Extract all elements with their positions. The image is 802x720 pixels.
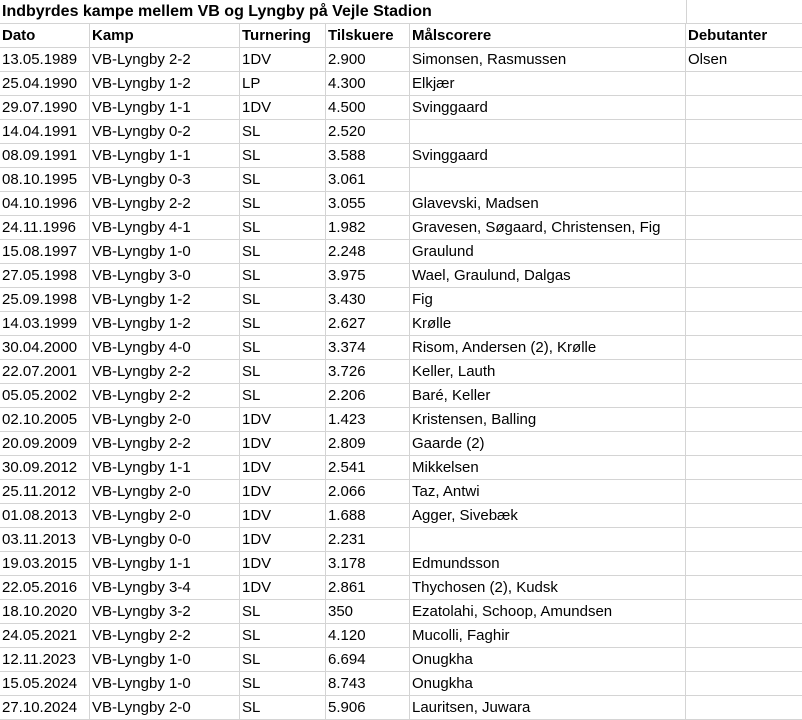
cell-maalscorere[interactable]: Svinggaard xyxy=(410,144,686,168)
cell-maalscorere[interactable] xyxy=(410,120,686,144)
cell-turnering[interactable]: SL xyxy=(240,624,326,648)
cell-kamp[interactable]: VB-Lyngby 4-0 xyxy=(90,336,240,360)
cell-tilskuere[interactable]: 1.688 xyxy=(326,504,410,528)
cell-kamp[interactable]: VB-Lyngby 2-2 xyxy=(90,192,240,216)
cell-debutanter[interactable] xyxy=(686,336,802,360)
table-row xyxy=(0,144,802,168)
cell-turnering[interactable]: SL xyxy=(240,240,326,264)
cell-dato[interactable]: 04.10.1996 xyxy=(0,192,90,216)
cell-tilskuere[interactable]: 6.694 xyxy=(326,648,410,672)
cell-debutanter[interactable] xyxy=(686,576,802,600)
cell-maalscorere[interactable]: Elkjær xyxy=(410,72,686,96)
cell-turnering[interactable]: SL xyxy=(240,600,326,624)
cell-tilskuere[interactable]: 3.726 xyxy=(326,360,410,384)
cell-tilskuere[interactable]: 4.500 xyxy=(326,96,410,120)
cell-maalscorere[interactable]: Keller, Lauth xyxy=(410,360,686,384)
cell-dato[interactable]: 08.09.1991 xyxy=(0,144,90,168)
cell-turnering[interactable]: SL xyxy=(240,672,326,696)
cell-dato[interactable]: 22.05.2016 xyxy=(0,576,90,600)
cell-maalscorere[interactable]: Ezatolahi, Schoop, Amundsen xyxy=(410,600,686,624)
cell-kamp[interactable]: VB-Lyngby 2-0 xyxy=(90,480,240,504)
cell-debutanter[interactable] xyxy=(686,456,802,480)
cell-debutanter[interactable] xyxy=(686,240,802,264)
cell-dato[interactable]: 22.07.2001 xyxy=(0,360,90,384)
cell-debutanter[interactable] xyxy=(686,672,802,696)
cell-debutanter[interactable] xyxy=(686,480,802,504)
table-row xyxy=(0,72,802,96)
cell-dato[interactable]: 27.05.1998 xyxy=(0,264,90,288)
cell-dato[interactable]: 27.10.2024 xyxy=(0,696,90,720)
cell-debutanter[interactable] xyxy=(686,408,802,432)
table-row xyxy=(0,216,802,240)
table-row xyxy=(0,168,802,192)
cell-maalscorere[interactable]: Gaarde (2) xyxy=(410,432,686,456)
cell-dato[interactable]: 29.07.1990 xyxy=(0,96,90,120)
cell-tilskuere[interactable]: 2.861 xyxy=(326,576,410,600)
cell-debutanter[interactable] xyxy=(686,384,802,408)
cell-dato[interactable]: 25.04.1990 xyxy=(0,72,90,96)
cell-kamp[interactable]: VB-Lyngby 2-0 xyxy=(90,696,240,720)
cell-kamp[interactable]: VB-Lyngby 1-2 xyxy=(90,72,240,96)
cell-dato[interactable]: 25.09.1998 xyxy=(0,288,90,312)
cell-dato[interactable]: 30.04.2000 xyxy=(0,336,90,360)
cell-maalscorere[interactable]: Kristensen, Balling xyxy=(410,408,686,432)
cell-debutanter[interactable] xyxy=(686,144,802,168)
cell-tilskuere[interactable]: 5.906 xyxy=(326,696,410,720)
cell-debutanter[interactable] xyxy=(686,264,802,288)
cell-kamp[interactable]: VB-Lyngby 2-0 xyxy=(90,408,240,432)
cell-turnering[interactable]: SL xyxy=(240,696,326,720)
cell-debutanter[interactable] xyxy=(686,168,802,192)
table-row xyxy=(0,528,802,552)
cell-turnering[interactable]: 1DV xyxy=(240,552,326,576)
cell-dato[interactable]: 01.08.2013 xyxy=(0,504,90,528)
cell-turnering[interactable]: 1DV xyxy=(240,48,326,72)
cell-turnering[interactable]: 1DV xyxy=(240,96,326,120)
title-row xyxy=(0,0,802,24)
table-row xyxy=(0,480,802,504)
cell-tilskuere[interactable]: 2.541 xyxy=(326,456,410,480)
cell-tilskuere[interactable]: 2.627 xyxy=(326,312,410,336)
cell-dato[interactable]: 25.11.2012 xyxy=(0,480,90,504)
cell-kamp[interactable]: VB-Lyngby 0-0 xyxy=(90,528,240,552)
cell-maalscorere[interactable]: Gravesen, Søgaard, Christensen, Fig xyxy=(410,216,686,240)
cell-tilskuere[interactable]: 3.055 xyxy=(326,192,410,216)
cell-tilskuere[interactable]: 2.248 xyxy=(326,240,410,264)
cell-debutanter[interactable] xyxy=(686,528,802,552)
cell-debutanter[interactable] xyxy=(686,360,802,384)
cell-maalscorere[interactable]: Lauritsen, Juwara xyxy=(410,696,686,720)
cell-maalscorere[interactable]: Wael, Graulund, Dalgas xyxy=(410,264,686,288)
cell-dato[interactable]: 14.04.1991 xyxy=(0,120,90,144)
cell-kamp[interactable]: VB-Lyngby 1-1 xyxy=(90,552,240,576)
cell-kamp[interactable]: VB-Lyngby 1-1 xyxy=(90,144,240,168)
table-row xyxy=(0,504,802,528)
table-row xyxy=(0,456,802,480)
cell-turnering[interactable]: 1DV xyxy=(240,504,326,528)
cell-kamp[interactable]: VB-Lyngby 1-2 xyxy=(90,288,240,312)
cell-maalscorere[interactable]: Mikkelsen xyxy=(410,456,686,480)
cell-turnering[interactable]: SL xyxy=(240,648,326,672)
cell-turnering[interactable]: 1DV xyxy=(240,456,326,480)
cell-kamp[interactable]: VB-Lyngby 3-0 xyxy=(90,264,240,288)
table-row xyxy=(0,48,802,72)
cell-turnering[interactable]: SL xyxy=(240,264,326,288)
cell-turnering[interactable]: SL xyxy=(240,216,326,240)
cell-tilskuere[interactable]: 1.982 xyxy=(326,216,410,240)
cell-debutanter[interactable] xyxy=(686,72,802,96)
cell-kamp[interactable]: VB-Lyngby 2-2 xyxy=(90,384,240,408)
cell-dato[interactable]: 05.05.2002 xyxy=(0,384,90,408)
cell-turnering[interactable]: 1DV xyxy=(240,408,326,432)
table-row xyxy=(0,576,802,600)
cell-kamp[interactable]: VB-Lyngby 2-2 xyxy=(90,432,240,456)
table-row xyxy=(0,264,802,288)
table-row xyxy=(0,360,802,384)
table-row xyxy=(0,120,802,144)
table-row xyxy=(0,624,802,648)
table-row xyxy=(0,432,802,456)
cell-kamp[interactable]: VB-Lyngby 1-1 xyxy=(90,456,240,480)
cell-turnering[interactable]: SL xyxy=(240,120,326,144)
cell-maalscorere[interactable]: Onugkha xyxy=(410,672,686,696)
cell-turnering[interactable]: 1DV xyxy=(240,576,326,600)
cell-tilskuere[interactable]: 3.178 xyxy=(326,552,410,576)
cell-maalscorere[interactable]: Simonsen, Rasmussen xyxy=(410,48,686,72)
cell-kamp[interactable]: VB-Lyngby 1-1 xyxy=(90,96,240,120)
cell-kamp[interactable]: VB-Lyngby 2-0 xyxy=(90,504,240,528)
cell-debutanter[interactable] xyxy=(686,288,802,312)
cell-tilskuere[interactable]: 2.206 xyxy=(326,384,410,408)
cell-dato[interactable]: 30.09.2012 xyxy=(0,456,90,480)
cell-turnering[interactable]: SL xyxy=(240,336,326,360)
cell-maalscorere[interactable]: Baré, Keller xyxy=(410,384,686,408)
cell-dato[interactable]: 24.05.2021 xyxy=(0,624,90,648)
table-row xyxy=(0,288,802,312)
cell-tilskuere[interactable]: 1.423 xyxy=(326,408,410,432)
header-maalscorere[interactable]: Målscorere xyxy=(410,24,686,48)
cell-maalscorere[interactable]: Taz, Antwi xyxy=(410,480,686,504)
header-turnering[interactable]: Turnering xyxy=(240,24,326,48)
cell-maalscorere[interactable]: Glavevski, Madsen xyxy=(410,192,686,216)
cell-dato[interactable]: 12.11.2023 xyxy=(0,648,90,672)
cell-kamp[interactable]: VB-Lyngby 3-4 xyxy=(90,576,240,600)
cell-kamp[interactable]: VB-Lyngby 0-2 xyxy=(90,120,240,144)
cell-debutanter[interactable] xyxy=(686,192,802,216)
cell-kamp[interactable]: VB-Lyngby 1-2 xyxy=(90,312,240,336)
cell-tilskuere[interactable]: 3.430 xyxy=(326,288,410,312)
cell-kamp[interactable]: VB-Lyngby 1-0 xyxy=(90,240,240,264)
cell-maalscorere[interactable] xyxy=(410,168,686,192)
cell-turnering[interactable]: 1DV xyxy=(240,432,326,456)
header-kamp[interactable]: Kamp xyxy=(90,24,240,48)
cell-tilskuere[interactable]: 2.066 xyxy=(326,480,410,504)
cell-tilskuere[interactable]: 3.374 xyxy=(326,336,410,360)
table-row xyxy=(0,312,802,336)
cell-debutanter[interactable] xyxy=(686,552,802,576)
header-debutanter[interactable]: Debutanter xyxy=(686,24,802,48)
cell-dato[interactable]: 24.11.1996 xyxy=(0,216,90,240)
cell-dato[interactable]: 15.08.1997 xyxy=(0,240,90,264)
cell-tilskuere[interactable]: 8.743 xyxy=(326,672,410,696)
cell-dato[interactable]: 08.10.1995 xyxy=(0,168,90,192)
header-dato[interactable]: Dato xyxy=(0,24,90,48)
cell-tilskuere[interactable]: 2.809 xyxy=(326,432,410,456)
cell-dato[interactable]: 19.03.2015 xyxy=(0,552,90,576)
cell-maalscorere[interactable]: Mucolli, Faghir xyxy=(410,624,686,648)
cell-turnering[interactable]: SL xyxy=(240,288,326,312)
table-row xyxy=(0,408,802,432)
cell-tilskuere[interactable]: 3.975 xyxy=(326,264,410,288)
table-row xyxy=(0,672,802,696)
cell-maalscorere[interactable]: Edmundsson xyxy=(410,552,686,576)
table-row xyxy=(0,696,802,720)
cell-turnering[interactable]: LP xyxy=(240,72,326,96)
cell-tilskuere[interactable]: 3.061 xyxy=(326,168,410,192)
cell-kamp[interactable]: VB-Lyngby 1-0 xyxy=(90,672,240,696)
cell-tilskuere[interactable]: 2.900 xyxy=(326,48,410,72)
cell-maalscorere[interactable]: Onugkha xyxy=(410,648,686,672)
cell-tilskuere[interactable]: 4.120 xyxy=(326,624,410,648)
cell-debutanter[interactable] xyxy=(686,624,802,648)
cell-debutanter[interactable] xyxy=(686,120,802,144)
cell-debutanter[interactable] xyxy=(686,312,802,336)
cell-kamp[interactable]: VB-Lyngby 4-1 xyxy=(90,216,240,240)
cell-debutanter[interactable] xyxy=(686,696,802,720)
cell-tilskuere[interactable]: 4.300 xyxy=(326,72,410,96)
cell-dato[interactable]: 14.03.1999 xyxy=(0,312,90,336)
cell-debutanter[interactable]: Olsen xyxy=(686,48,802,72)
cell-dato[interactable]: 03.11.2013 xyxy=(0,528,90,552)
cell-maalscorere[interactable]: Risom, Andersen (2), Krølle xyxy=(410,336,686,360)
cell-turnering[interactable]: SL xyxy=(240,168,326,192)
table-row xyxy=(0,648,802,672)
cell-kamp[interactable]: VB-Lyngby 3-2 xyxy=(90,600,240,624)
cell-turnering[interactable]: SL xyxy=(240,192,326,216)
cell-dato[interactable]: 18.10.2020 xyxy=(0,600,90,624)
sheet-title[interactable]: Indbyrdes kampe mellem VB og Lyngby på Vejle Stadion xyxy=(0,0,686,24)
cell-kamp[interactable]: VB-Lyngby 1-0 xyxy=(90,648,240,672)
cell-turnering[interactable]: SL xyxy=(240,144,326,168)
table-row xyxy=(0,552,802,576)
cell-turnering[interactable]: 1DV xyxy=(240,528,326,552)
cell-debutanter[interactable] xyxy=(686,600,802,624)
table-row xyxy=(0,384,802,408)
cell-debutanter[interactable] xyxy=(686,432,802,456)
cell-dato[interactable]: 02.10.2005 xyxy=(0,408,90,432)
table-row xyxy=(0,240,802,264)
cell-tilskuere[interactable]: 2.231 xyxy=(326,528,410,552)
cell-kamp[interactable]: VB-Lyngby 2-2 xyxy=(90,48,240,72)
cell-turnering[interactable]: 1DV xyxy=(240,480,326,504)
header-row xyxy=(0,24,802,48)
cell-kamp[interactable]: VB-Lyngby 0-3 xyxy=(90,168,240,192)
cell-dato[interactable]: 20.09.2009 xyxy=(0,432,90,456)
cell-debutanter[interactable] xyxy=(686,96,802,120)
table-row xyxy=(0,336,802,360)
cell-maalscorere[interactable]: Agger, Sivebæk xyxy=(410,504,686,528)
cell-debutanter[interactable] xyxy=(686,216,802,240)
empty-cell[interactable] xyxy=(686,0,802,24)
header-tilskuere[interactable]: Tilskuere xyxy=(326,24,410,48)
table-row xyxy=(0,96,802,120)
cell-maalscorere[interactable]: Svinggaard xyxy=(410,96,686,120)
cell-dato[interactable]: 13.05.1989 xyxy=(0,48,90,72)
cell-tilskuere[interactable]: 3.588 xyxy=(326,144,410,168)
cell-kamp[interactable]: VB-Lyngby 2-2 xyxy=(90,624,240,648)
table-row xyxy=(0,600,802,624)
cell-maalscorere[interactable] xyxy=(410,528,686,552)
cell-turnering[interactable]: SL xyxy=(240,312,326,336)
cell-turnering[interactable]: SL xyxy=(240,360,326,384)
cell-maalscorere[interactable]: Graulund xyxy=(410,240,686,264)
cell-tilskuere[interactable]: 350 xyxy=(326,600,410,624)
cell-debutanter[interactable] xyxy=(686,504,802,528)
cell-maalscorere[interactable]: Krølle xyxy=(410,312,686,336)
cell-maalscorere[interactable]: Fig xyxy=(410,288,686,312)
cell-tilskuere[interactable]: 2.520 xyxy=(326,120,410,144)
table-row xyxy=(0,192,802,216)
cell-maalscorere[interactable]: Thychosen (2), Kudsk xyxy=(410,576,686,600)
cell-kamp[interactable]: VB-Lyngby 2-2 xyxy=(90,360,240,384)
cell-debutanter[interactable] xyxy=(686,648,802,672)
cell-turnering[interactable]: SL xyxy=(240,384,326,408)
cell-dato[interactable]: 15.05.2024 xyxy=(0,672,90,696)
